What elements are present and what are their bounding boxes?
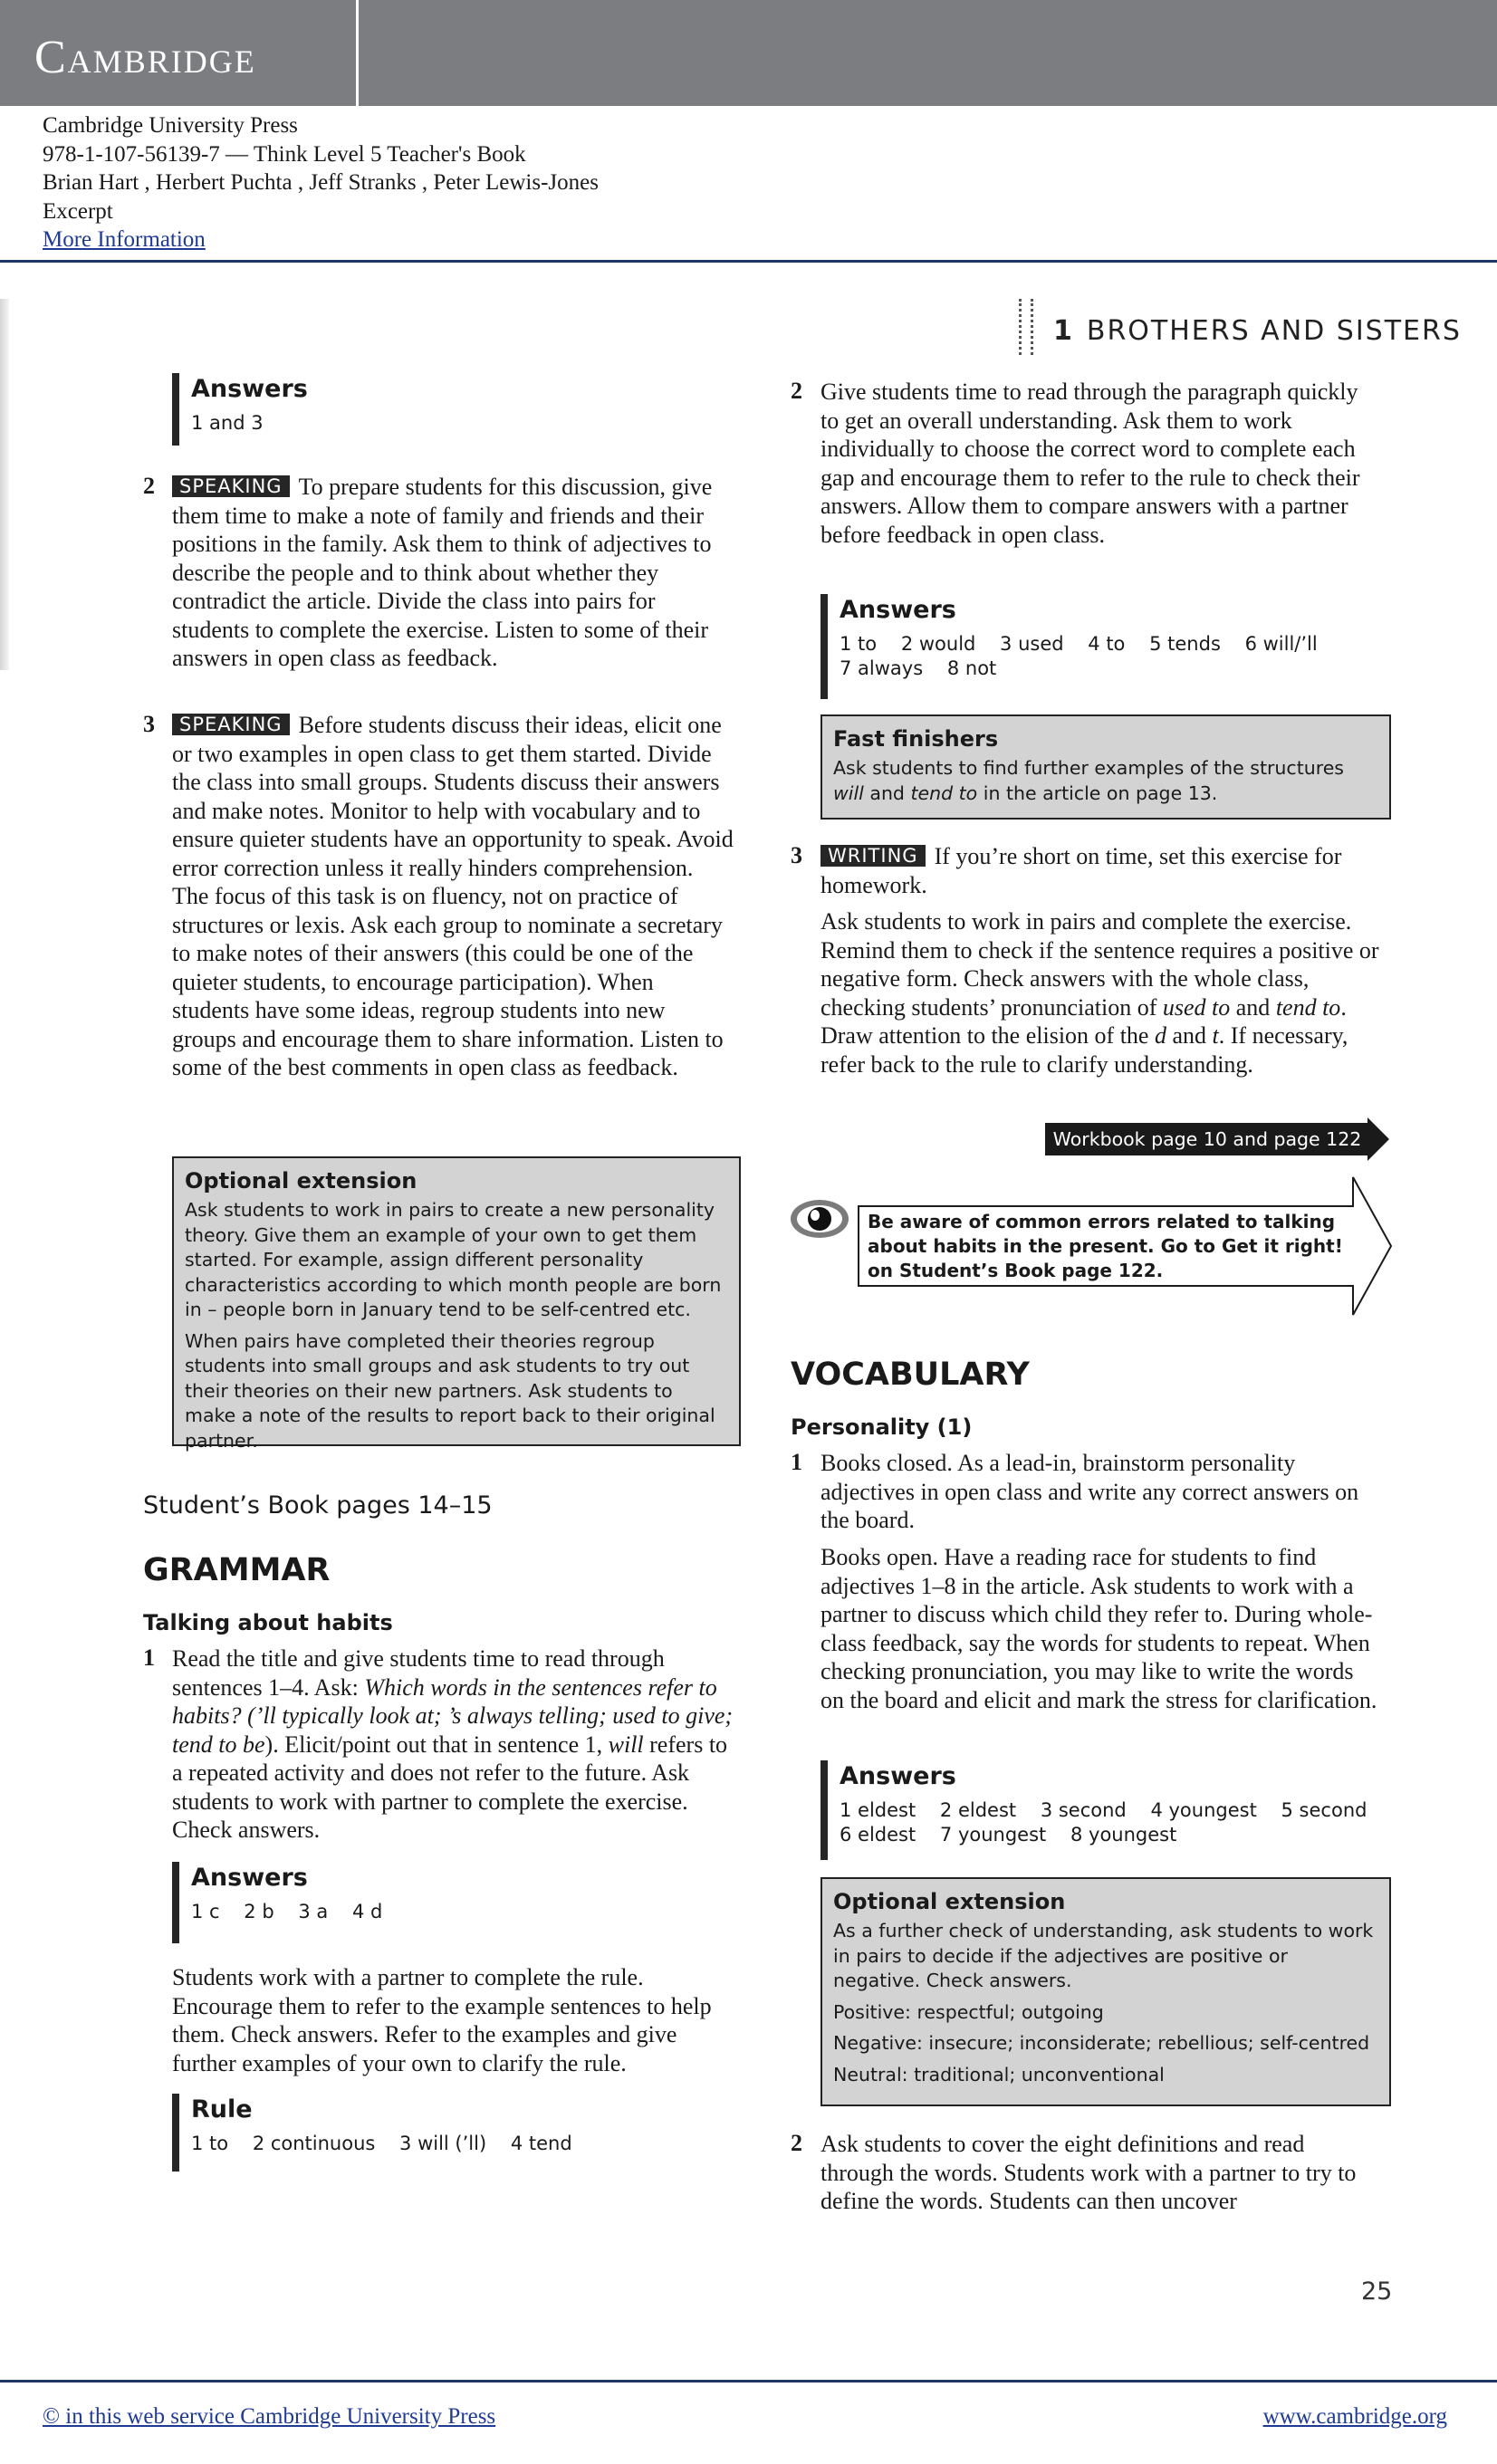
answers-box-1 <box>172 373 308 446</box>
answers-line-2: 6 eldest 7 youngest 8 youngest <box>840 1824 1177 1846</box>
item-number: 3 <box>143 711 155 737</box>
workbook-reference <box>1045 1117 1389 1161</box>
answers-value: 1 c 2 b 3 a 4 d <box>191 1901 383 1922</box>
grammar-heading: GRAMMAR <box>143 1552 331 1588</box>
arrow-tip <box>1367 1117 1389 1161</box>
writing-task-3-instructions: Ask students to work in pairs and complete the exercise. Remind them to check if the sentence requires a positive or negative form. Check answers with the whole class, checking students’ pronunciation of used to and tend to. Draw attention to the elision of the d and t. If necessary, refer back to the rule to clarify understanding. <box>820 908 1379 1078</box>
optional-para-1: As a further check of understanding, ask students to work in pairs to decide if the adjectives are positive or negative. Check answers. <box>833 1920 1374 1991</box>
personality-heading: Personality (1) <box>791 1414 973 1440</box>
item-number: 2 <box>791 2130 802 2156</box>
grammar-task-2: Give students time to read through the paragraph quickly to get an overall understanding. Ask them to work individually to choose the correct word to complete each gap and encourage them to refer to the rule to check their answers. Allow them to compare answers with a partner before feedback in open class. <box>820 379 1360 548</box>
answers-heading: Answers <box>191 1864 308 1892</box>
running-head <box>1019 299 1462 355</box>
eye-icon <box>790 1196 853 1242</box>
item-number: 2 <box>791 378 802 404</box>
vocabulary-task-1: Books closed. As a lead-in, brainstorm personality adjectives in open class and write any correct answers on the board. <box>820 1450 1359 1533</box>
website-link[interactable]: www.cambridge.org <box>1262 2404 1447 2429</box>
optional-negative: Negative: insecure; inconsiderate; rebellious; self-centred <box>833 2032 1370 2054</box>
answers-line-2: 7 always 8 not <box>840 657 997 679</box>
speaking-task-3 <box>172 711 734 1082</box>
footer-rule <box>0 2380 1497 2383</box>
vocabulary-task-2: Ask students to cover the eight definitions and read through the words. Students work with a partner to try to define the words. Students can then uncover <box>820 2131 1357 2214</box>
authors: Brian Hart , Herbert Puchta , Jeff Stranks , Peter Lewis-Jones <box>43 170 599 195</box>
fast-finishers-heading: Fast finishers <box>833 726 999 752</box>
rule-instructions: Students work with a partner to complete the rule. Encourage them to refer to the example sentences to help them. Check answers. Refer to the examples and give further examples of your own to clarify the rule. <box>172 1964 712 2076</box>
task-text: To prepare students for this discussion, give them time to make a note of family and friends and their positions in the family. Ask them to think of adjectives to describe the people and to think about whether they contradict the article. Divide the class into pairs for students to complete the exercise. Listen to some of their answers in open class as feedback. <box>172 474 713 671</box>
workbook-reference-text: Workbook page 10 and page 122 <box>1045 1123 1369 1155</box>
optional-extension-box-2 <box>820 1877 1391 2106</box>
vocabulary-heading: VOCABULARY <box>791 1357 1030 1393</box>
writing-label: WRITING <box>820 845 926 867</box>
answers-box-2 <box>172 1862 382 1943</box>
rule-box <box>172 2094 572 2172</box>
answers-box-3 <box>820 594 1318 699</box>
answers-heading: Answers <box>840 1762 956 1790</box>
item-number: 1 <box>791 1449 802 1475</box>
copyright-link[interactable]: © in this web service Cambridge University Press <box>43 2404 496 2429</box>
writing-task-3 <box>820 842 1382 899</box>
item-number: 3 <box>791 842 802 868</box>
page-number: 25 <box>1361 2277 1393 2306</box>
speaking-task-2 <box>172 473 734 673</box>
more-information-link[interactable]: More Information <box>43 227 206 252</box>
optional-heading: Optional extension <box>833 1889 1066 1914</box>
answers-line-1: 1 eldest 2 eldest 3 second 4 youngest 5 second <box>840 1799 1367 1821</box>
book-meta <box>43 111 599 254</box>
header-rule <box>0 260 1497 263</box>
grammar-task-1: Read the title and give students time to read through sentences 1–4. Ask: Which words in the sentences refer to habits? (’ll typically look at; ’s always telling; used to give; tend to be). Elicit/point out that in sentence 1, will refers to a repeated activity and does not refer to the future. Ask students to work with partner to complete the exercise. Check answers. <box>172 1645 734 1843</box>
side-tab <box>0 299 9 670</box>
excerpt-label: Excerpt <box>43 198 113 224</box>
fast-finishers-box <box>820 714 1391 820</box>
isbn-title: 978-1-107-56139-7 — Think Level 5 Teacher's Book <box>43 141 526 167</box>
optional-extension-box <box>172 1156 741 1452</box>
answers-value: 1 and 3 <box>191 412 264 434</box>
answers-box-4 <box>820 1760 1367 1860</box>
task-text: If you’re short on time, set this exercise for homework. <box>820 843 1342 898</box>
talking-about-habits-heading: Talking about habits <box>143 1610 393 1635</box>
optional-para-2: When pairs have completed their theories regroup students into small groups and ask students to try out their theories on their new partners. Ask students to make a note of the results to report back to their original partner. <box>185 1329 715 1452</box>
answers-heading: Answers <box>840 596 956 624</box>
fast-finishers-text: Ask students to find further examples of the structures will and tend to in the article on page 13. <box>833 757 1344 804</box>
unit-number: 1 <box>1053 315 1074 347</box>
header-bar <box>0 0 1497 106</box>
rule-value: 1 to 2 continuous 3 will (’ll) 4 tend <box>191 2133 572 2154</box>
optional-para-1: Ask students to work in pairs to create a new personality theory. Give them an example of your own to get them started. For example, assign different personality characteristics according to which month people are born in – people born in January tend to be self-centred etc. <box>185 1199 722 1320</box>
common-errors-note: Be aware of common errors related to talking about habits in the present. Go to Get it right! on Student’s Book page 122. <box>868 1211 1343 1281</box>
vocabulary-task-1-instructions: Books open. Have a reading race for students to find adjectives 1–8 in the article. Ask students to work with a partner to discuss which child they refer to. During whole-class feedback, say the words for students to repeat. When checking pronunciation, you may like to write the words on the board and elicit and mark the stress for clarification. <box>820 1544 1377 1713</box>
speaking-label: SPEAKING <box>172 714 290 735</box>
publisher: Cambridge University Press <box>43 113 298 138</box>
optional-positive: Positive: respectful; outgoing <box>833 2000 1104 2023</box>
logo-box <box>0 0 359 106</box>
speaking-label: SPEAKING <box>172 475 290 497</box>
students-book-pages: Student’s Book pages 14–15 <box>143 1491 493 1520</box>
rule-heading: Rule <box>191 2095 253 2124</box>
answers-line-1: 1 to 2 would 3 used 4 to 5 tends 6 will/’ll <box>840 633 1318 655</box>
item-number: 1 <box>143 1644 155 1671</box>
item-number: 2 <box>143 473 155 499</box>
optional-neutral: Neutral: traditional; unconventional <box>833 2063 1165 2085</box>
unit-title: BROTHERS AND SISTERS <box>1086 315 1462 347</box>
task-text: Before students discuss their ideas, elicit one or two examples in open class to get them started. Divide the class into small groups. Students discuss their answers and make notes. Monitor to help with vocabulary and to ensure quieter students have an opportunity to speak. Avoid error correction unless it really hinders comprehension. The focus of this task is on fluency, not on practice of structures or lexis. Ask each group to nominate a secretary to make notes of their answers (this could be one of the quieter students, to encourage participation). When students have some ideas, regroup students into new groups and encourage them to share information. Listen to some of the best comments in open class as feedback. <box>172 712 734 1080</box>
optional-heading: Optional extension <box>185 1168 417 1194</box>
cambridge-logo: Cambridge <box>34 32 256 83</box>
answers-heading: Answers <box>191 375 308 403</box>
